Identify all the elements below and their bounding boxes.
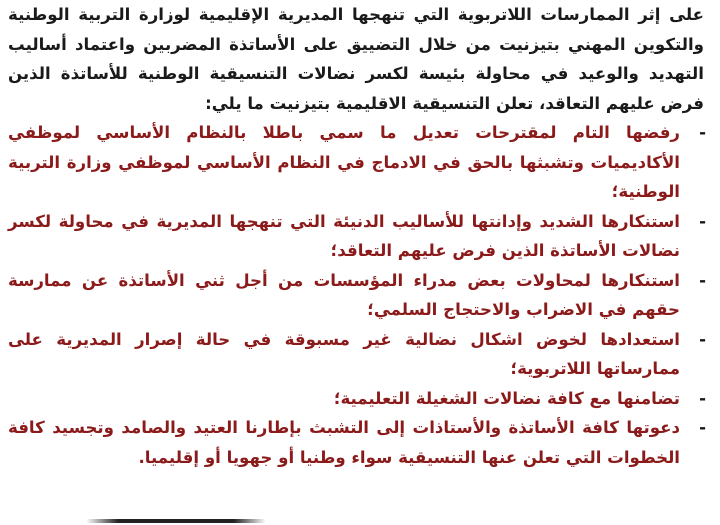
demand-line: رفضها التام لمقترحات تعديل ما سمي باطلا بالنظام الأساسي لموظفي — [8, 123, 680, 142]
demand-line: وتجسيد كافة الخطوات التي تعلن عنها التنسيقية سواء وطنيا أو جهويا أو — [8, 418, 680, 467]
intro-line: على إثر الممارسات اللاتربوية التي تنهجها المديرية الإقليمية لوزارة — [138, 5, 705, 24]
statement-document — [8, 0, 710, 472]
bullet-dash: - — [699, 123, 706, 142]
demand-line: استعدادها لخوض اشكال نضالية غير مسبوقة في حالة إصرار المديرية على — [8, 329, 680, 349]
demand-line: تضامنها مع كافة نضالات الشغيلة التعليمية؛ — [333, 388, 680, 408]
demand-item — [8, 118, 710, 207]
bullet-dash: - — [699, 388, 706, 408]
decorative-underline — [86, 519, 266, 523]
demand-item — [8, 207, 710, 266]
demand-line: دعوتها كافة الأساتذة والأستاذات إلى التشبث بإطارنا العتيد والصامد — [121, 418, 681, 437]
demand-line: محاولة لكسر نضالات الأساتذة الذين فرض عليهم التعاقد؛ — [8, 211, 680, 260]
bullet-dash: - — [699, 211, 706, 231]
demand-item — [8, 384, 710, 414]
demand-line: ممارساتها اللاتربوية؛ — [510, 359, 680, 378]
demand-line: استنكارها الشديد وإدانتها للأساليب الدنيئة التي تنهجها المديرية في — [121, 211, 680, 231]
bullet-dash: - — [699, 418, 706, 437]
bullet-dash: - — [699, 329, 706, 349]
demand-item — [8, 325, 710, 384]
demand-line: الأكاديميات وتشبثها بالحق في الادماج في النظام الأساسي لموظفي وزارة التربية — [8, 152, 680, 172]
demand-line: استنكارها لمحاولات بعض مدراء المؤسسات من أجل ثني الأساتذة عن ممارسة — [8, 270, 680, 290]
intro-line: التربية الوطنية والتكوين المهني بتيزنيت من خلال التضييق على الأساتذة — [8, 5, 704, 54]
demand-line: إقليميا. — [138, 447, 200, 467]
intro-line: الاقليمية بتيزنيت ما يلي: — [205, 93, 407, 113]
demand-item — [8, 266, 710, 325]
bullet-dash: - — [699, 270, 706, 290]
demand-line: حقهم في الاضراب والاحتجاج السلمي؛ — [367, 300, 680, 319]
intro-line: المضربين واعتماد أساليب التهديد والوعيد في محاولة بئيسة لكسر نضالات — [8, 34, 704, 83]
intro-line: التنسيقية الوطنية للأساتذة الذين فرض عليهم التعاقد، تعلن التنسيقية — [8, 64, 704, 113]
intro-paragraph — [8, 0, 710, 118]
demands-list — [8, 118, 710, 472]
demand-item — [8, 413, 710, 472]
demand-line: الوطنية؛ — [611, 182, 680, 201]
